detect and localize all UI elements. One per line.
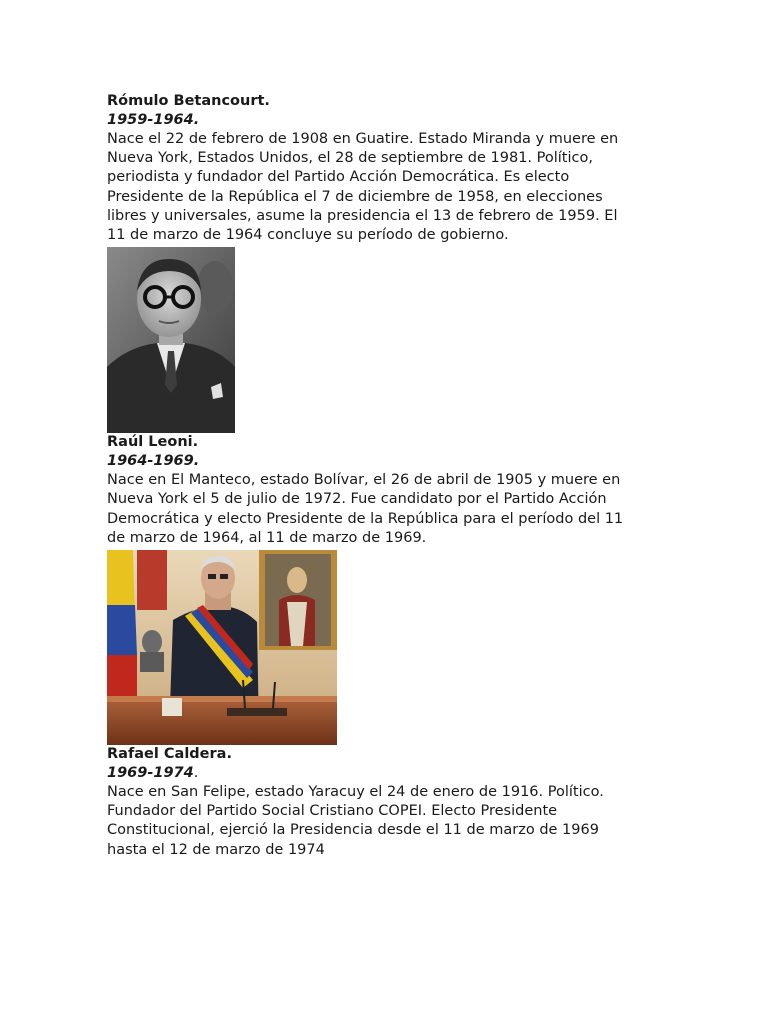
entry-years: 1959-1964. — [107, 112, 200, 128]
entry-name: Raúl Leoni. — [107, 434, 199, 451]
entry-years: 1969-1974. — [107, 765, 199, 782]
document-page — [107, 92, 652, 860]
portrait-photo-leoni — [107, 550, 337, 745]
portrait-photo-betancourt — [107, 247, 235, 433]
entry-name: Rafael Caldera. — [107, 746, 232, 763]
entry-bio: Nace el 22 de febrero de 1908 en Guatire. Estado Miranda y muere en Nueva York, Estados Unidos, el 28 de septiembre de 1981. Político, periodista y fundador del Partido Acción Democrática. Es electo Presidente de la República el 7 de diciembre de 1958, en elecciones libres y universales, asume la presidencia el 13 de febrero de 1959. El 11 de marzo de 1964 concluye su período de gobierno. — [107, 131, 619, 244]
entry-caldera — [107, 745, 652, 860]
entry-betancourt — [107, 92, 652, 433]
entry-years: 1964-1969. — [107, 453, 200, 470]
entry-bio: Nace en El Manteco, estado Bolívar, el 26 de abril de 1905 y muere en Nueva York el 5 de julio de 1972. Fue candidato por el Partido Acción Democrática y electo Presidente de la República para el período del 11 de marzo de 1964, al 11 de marzo de 1969. — [107, 472, 624, 546]
entry-leoni — [107, 433, 652, 745]
entry-bio: Nace en San Felipe, estado Yaracuy el 24 de enero de 1916. Político. Fundador del Partido Social Cristiano COPEI. Electo Presidente Constitucional, ejerció la Presidencia desde el 11 de marzo de 1969 hasta el 12 de marzo de 1974 — [107, 784, 604, 858]
entry-name: Rómulo Betancourt. — [107, 93, 270, 109]
